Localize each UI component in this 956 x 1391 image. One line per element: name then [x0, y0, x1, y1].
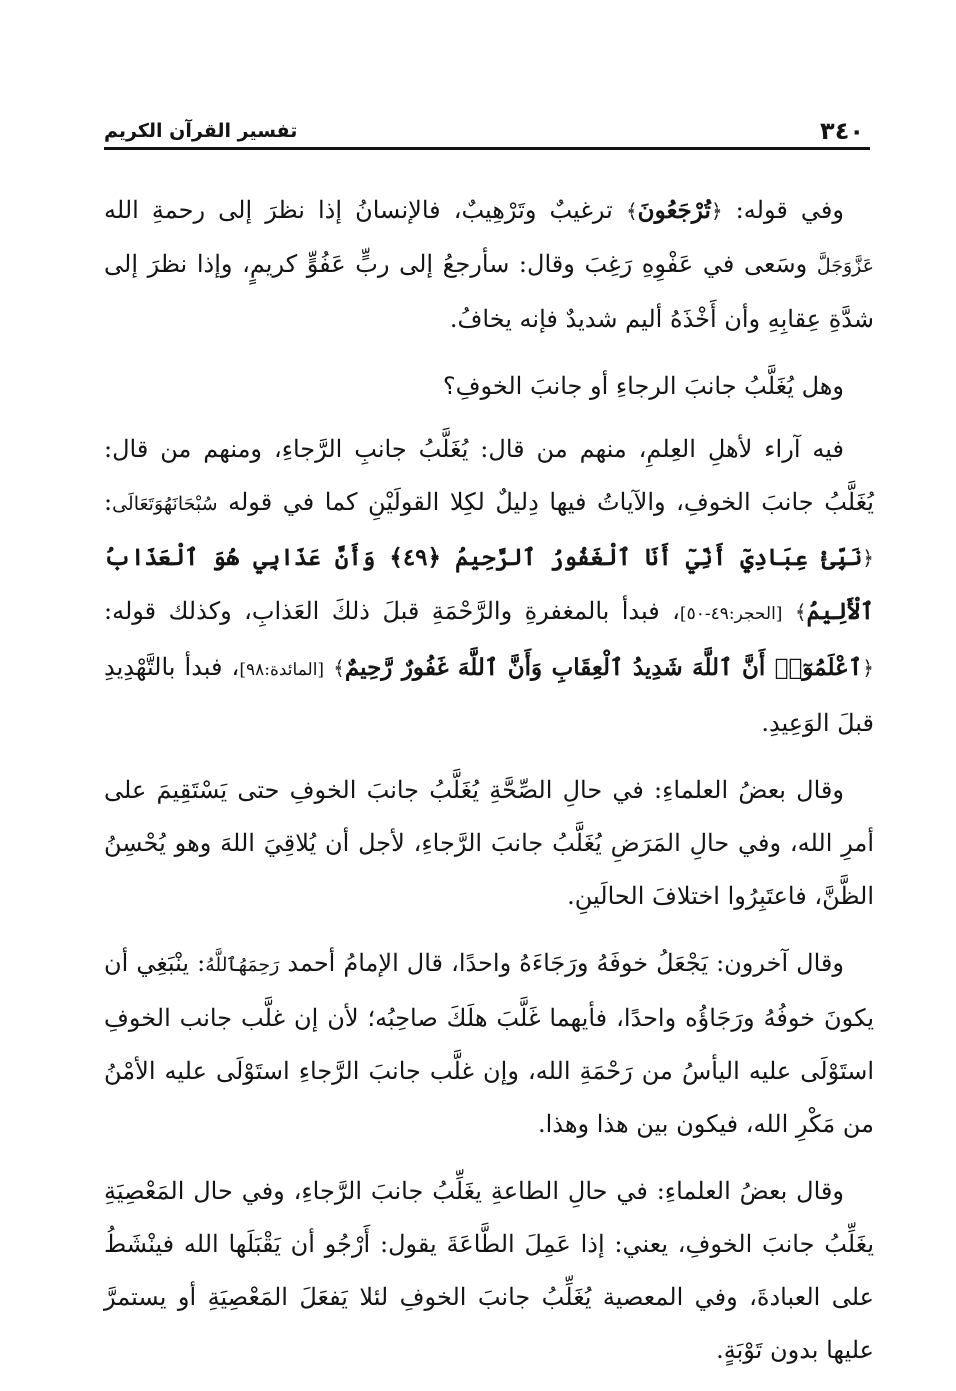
quran-verse: ٱعْلَمُوٓا۟ أَنَّ ٱللَّهَ شَدِيدُ ٱلْعِقَابِ وَأَنَّ ٱللَّهَ غَفُورٌ رَّحِيمٌ	[344, 654, 863, 681]
text-run: : ينْبَغِي أن يكونَ خوفُهُ ورَجَاؤُه واحدًا، فأيهما غَلَّبَ هلَكَ صاحِبُه؛ لأن إن غلَّب جانب الخوفِ استَوْلَى عليه اليأسُ من رَحْمَةِ الله، وإن غلَّب جانبَ الرَّجاءِ استَوْلَى عليه الأمْنُ من مَكْرِ الله، فيكون بين هذا وهذا.	[104, 949, 874, 1138]
honorific: سُبْحَانَهُوَتَعَالَى	[112, 493, 218, 515]
body-text	[104, 184, 874, 1391]
quran-bracket-close: ﴾	[794, 600, 807, 624]
quran-bracket-open: ﴿	[862, 546, 875, 570]
honorific: رَحِمَهُٱللَّهُ	[205, 954, 280, 976]
quran-verse: نَبِّئْ عِبَادِيٓ أَنِّيٓ أَنَا ٱلْغَفُورُ ٱلرَّحِيمُ ﴿٤٩﴾ وَأَنَّ عَذَابِي هُوَ ٱلْعَذَابُ ٱلْأَلِيمُ	[104, 544, 874, 625]
quran-bracket-open: ﴿	[710, 199, 723, 223]
text-run	[324, 653, 333, 681]
quran-bracket-close: ﴾	[625, 199, 638, 223]
paragraph-1	[104, 184, 874, 346]
text-run: وهل يُغَلَّبُ جانبَ الرجاءِ أو جانبَ الخوفِ؟	[442, 372, 844, 400]
page-header	[104, 106, 870, 146]
text-run: فيه آراء لأهلِ العِلمِ، منهم من قال: يُغَلَّبُ جانبِ الرَّجاءِ، ومنهم من قال: يُغَلَّبُ جانبَ الخوفِ، والآياتُ فيها دِليلٌ لكِلا القولَيْنِ كما في قوله	[104, 435, 874, 516]
verse-citation: [المائدة:٩٨]	[239, 660, 325, 680]
text-run: ، فبدأ بالمغفرةِ والرَّحْمَةِ قبلَ ذلكَ العَذابِ، وكذلك قوله:	[104, 597, 680, 625]
text-run: ، فبدأ بالتَّهْدِيدِ قبلَ الوَعِيدِ.	[104, 653, 874, 737]
honorific: عَزَّوَجَلَّ	[816, 255, 874, 277]
paragraph-4	[104, 764, 874, 923]
text-run	[782, 597, 794, 625]
text-run: وسَعى في عَفْوِهِ رَغِبَ وقال: سأرجعُ إلى ربٍّ عَفُوٍّ كريمٍ، وإذا نظرَ إلى شدَّةِ عِقابِهِ وأن أَخْذَهُ أليم شديدٌ فإنه يخافُ.	[104, 250, 874, 333]
paragraph-5	[104, 937, 874, 1151]
quran-bracket-close: ﴾	[333, 656, 345, 680]
paragraph-6	[104, 1165, 874, 1377]
paragraph-3	[104, 423, 874, 750]
header-rule	[104, 147, 870, 150]
text-run: وقال آخرون: يَجْعَلُ خوفَهُ ورَجَاءَهُ واحدًا، قال الإمامُ أحمد	[279, 949, 844, 977]
text-run: وقال بعضُ العلماءِ: في حالِ الصِّحَّةِ يُغَلَّبُ جانبَ الخوفِ حتى يَسْتَقِيمَ على أمرِ الله، وفي حالِ المَرَضِ يُغَلَّبُ جانبَ الرَّجاءِ، لأجل أن يُلاقِيَ اللهَ وهو يُحْسِنُ الظَّنَّ، فاعتَبِرُوا اختلافَ الحالَينِ.	[104, 776, 874, 910]
running-title: تفسير القرآن الكريم	[104, 120, 298, 142]
verse-citation: [الحجر:٤٩-٥٠]	[679, 604, 783, 624]
quran-verse: تُرْجَعُونَ	[637, 197, 711, 224]
paragraph-2	[104, 360, 874, 413]
page-number: ٣٤٠	[820, 117, 864, 145]
text-run: وفي قوله:	[722, 196, 844, 224]
quran-bracket-open: ﴿	[862, 656, 874, 680]
text-run: وقال بعضُ العلماءِ: في حالِ الطاعةِ يغَلِّبُ جانبَ الرَّجاءِ، وفي حال المَعْصِيَةِ يغَلِّبُ جانبَ الخوفِ، يعني: إذا عَمِلَ الطَّاعَةَ يقول: أَرْجُو أن يَقْبَلَها الله فينْشَطُ على العبادةَ، وفي المعصية يُغَلِّبُ جانبَ الخوفِ لئلا يَفعَلَ المَعْصِيَةِ أو يستمرَّ عليها بدون تَوْبَةٍ.	[104, 1177, 874, 1364]
text-run: ترغيبٌ وتَرْهِيبٌ، فالإنسانُ إذا نظرَ إلى رحمةِ الله	[104, 196, 626, 224]
text-run: :	[104, 488, 113, 516]
